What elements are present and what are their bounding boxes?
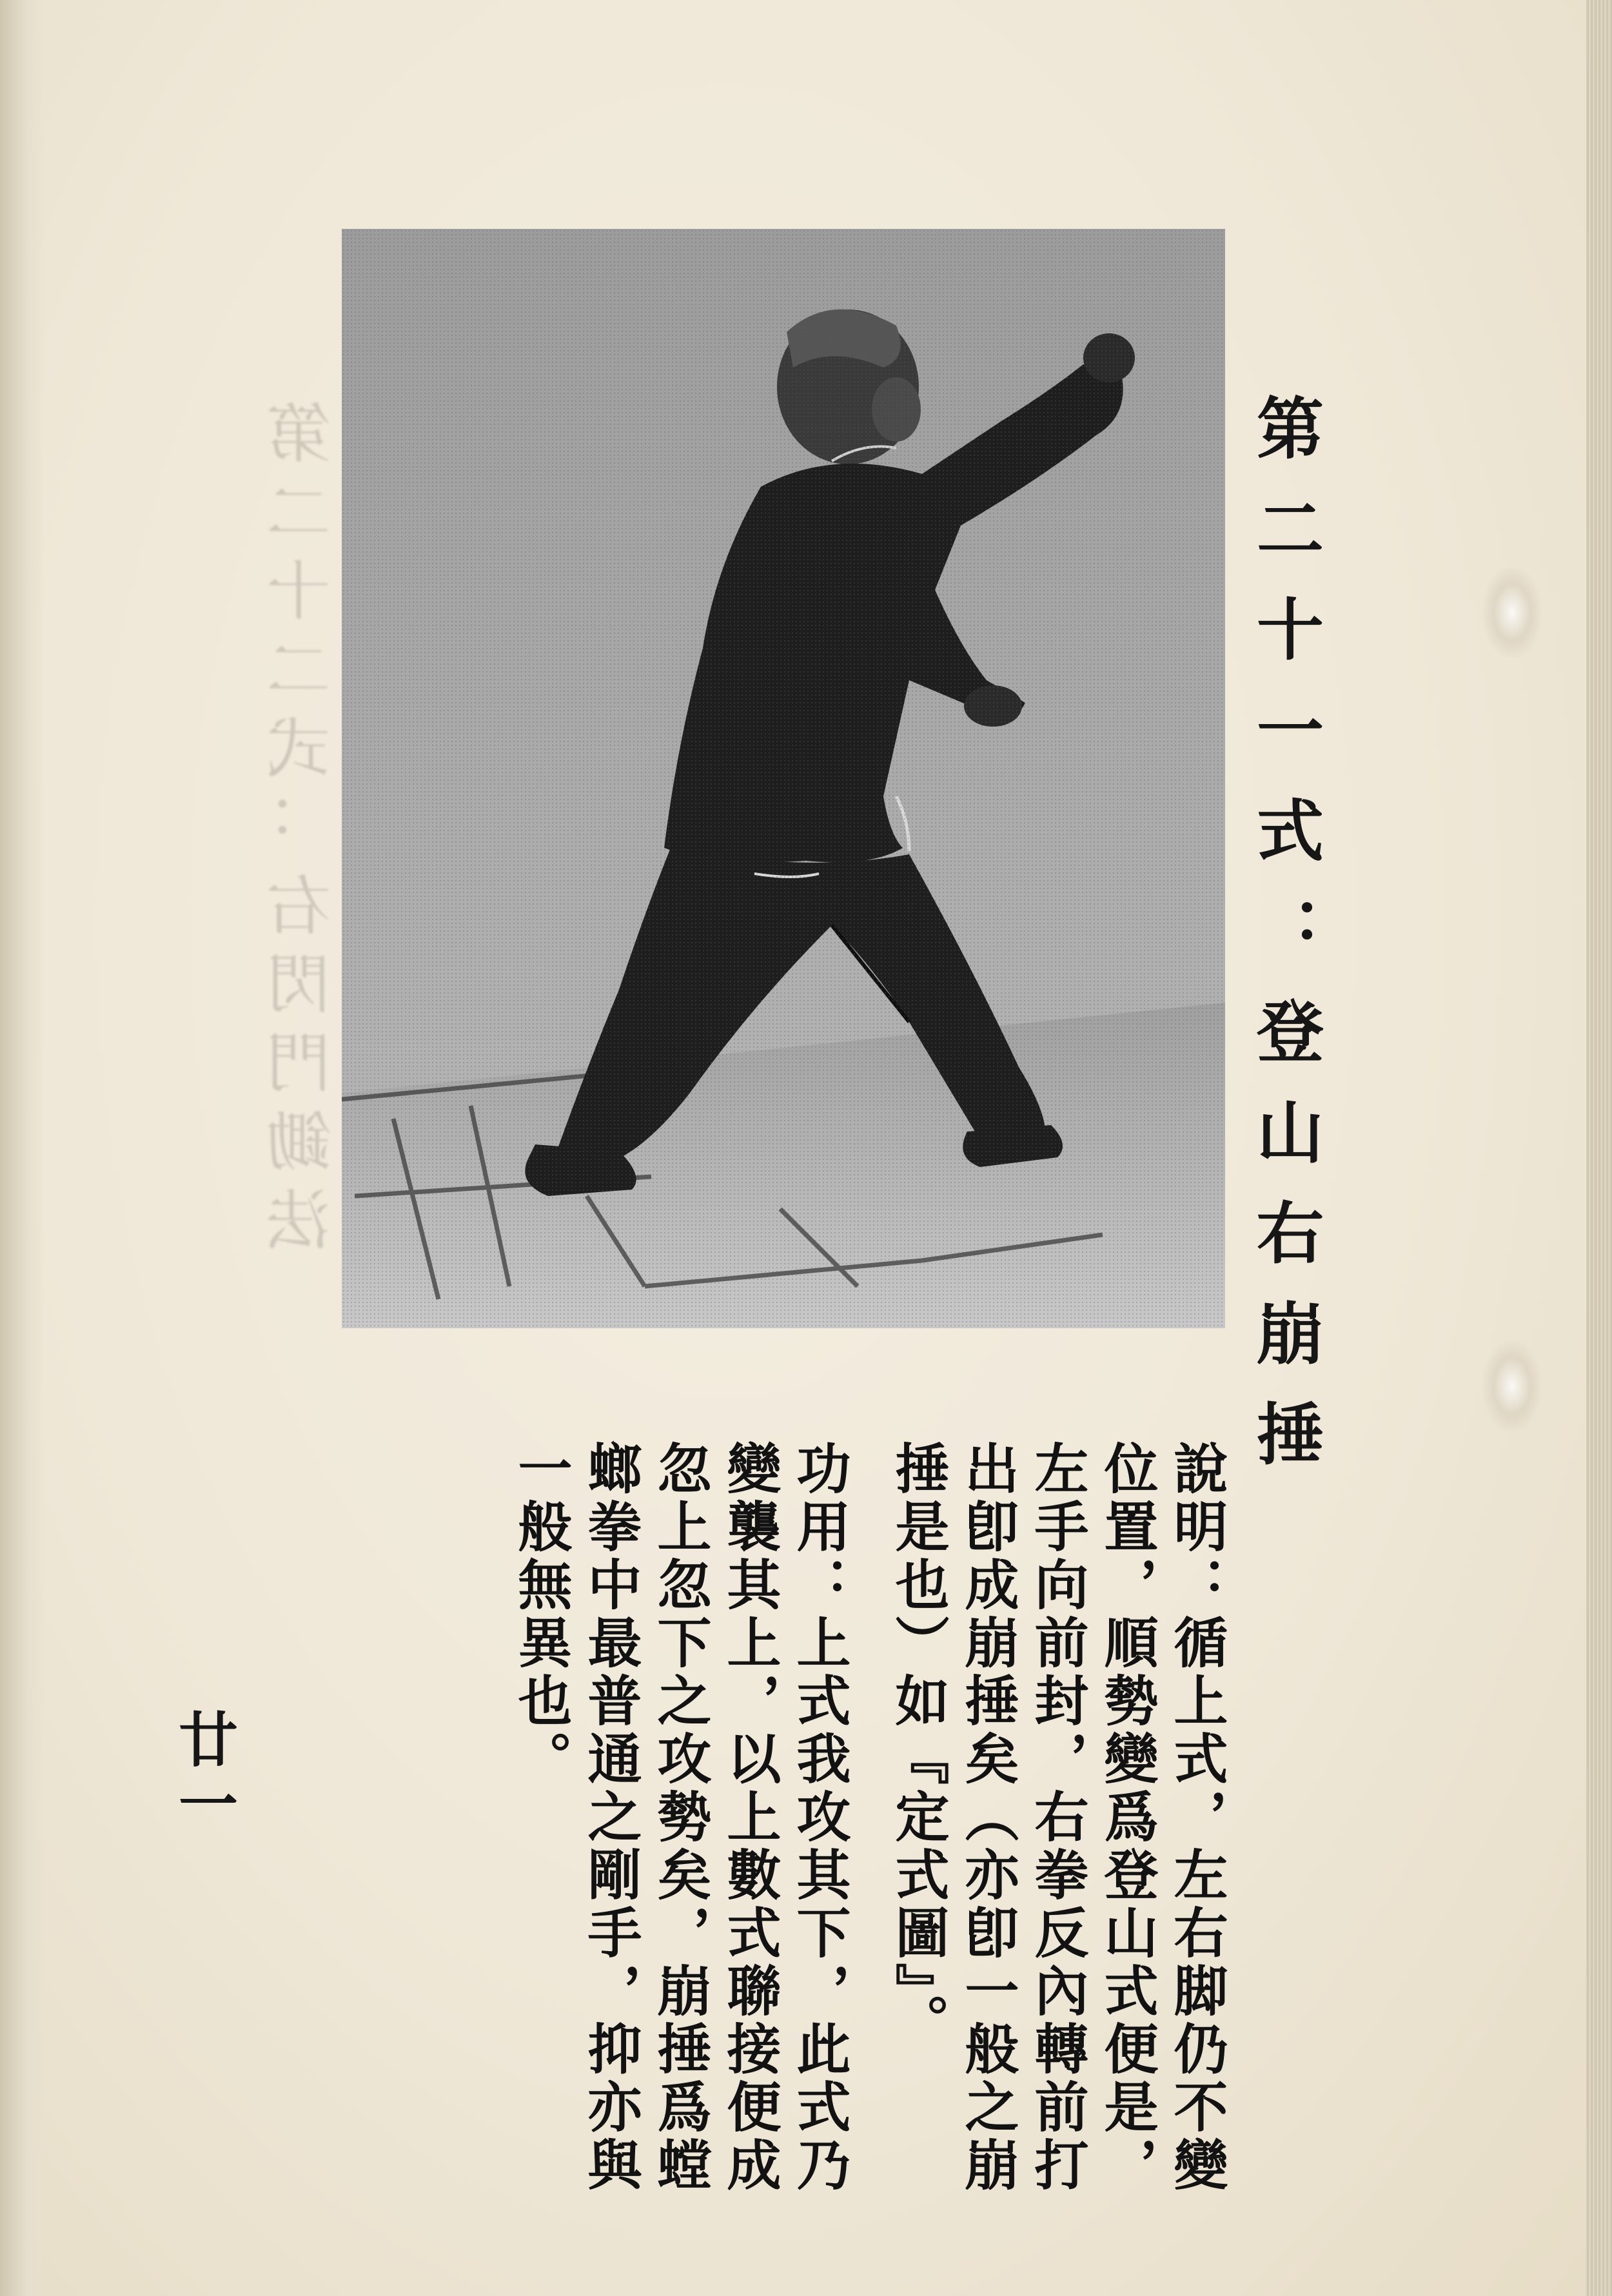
page-number: 廿一 [169, 1709, 239, 1838]
paper-crease [1483, 567, 1541, 658]
page-edge [1586, 0, 1612, 2296]
body-text [506, 1386, 1232, 2224]
binding-shadow [0, 0, 45, 2296]
paper-crease [1483, 1341, 1541, 1431]
figure-title: 第二十一式：登山右崩捶 [1245, 393, 1324, 1500]
martial-arts-photo [342, 229, 1225, 1328]
bleed-through-heading: 第二十二式：右閃門鋤法 [266, 400, 342, 1265]
explanation-paragraph: 說明：循上式，左右脚仍不變位置，順勢變爲登山式便是，左手向前封，右拳反內轉前打出卽成崩捶矣（亦卽一般之崩捶是也）如『定式圖』。 [887, 1440, 1229, 2195]
function-paragraph: 功用：上式我攻其下，此式乃變襲其上，以上數式聯接便成忽上忽下之攻勢矣，崩捶爲螳螂拳中最普通之剛手，抑亦與一般無異也。 [509, 1440, 852, 2195]
